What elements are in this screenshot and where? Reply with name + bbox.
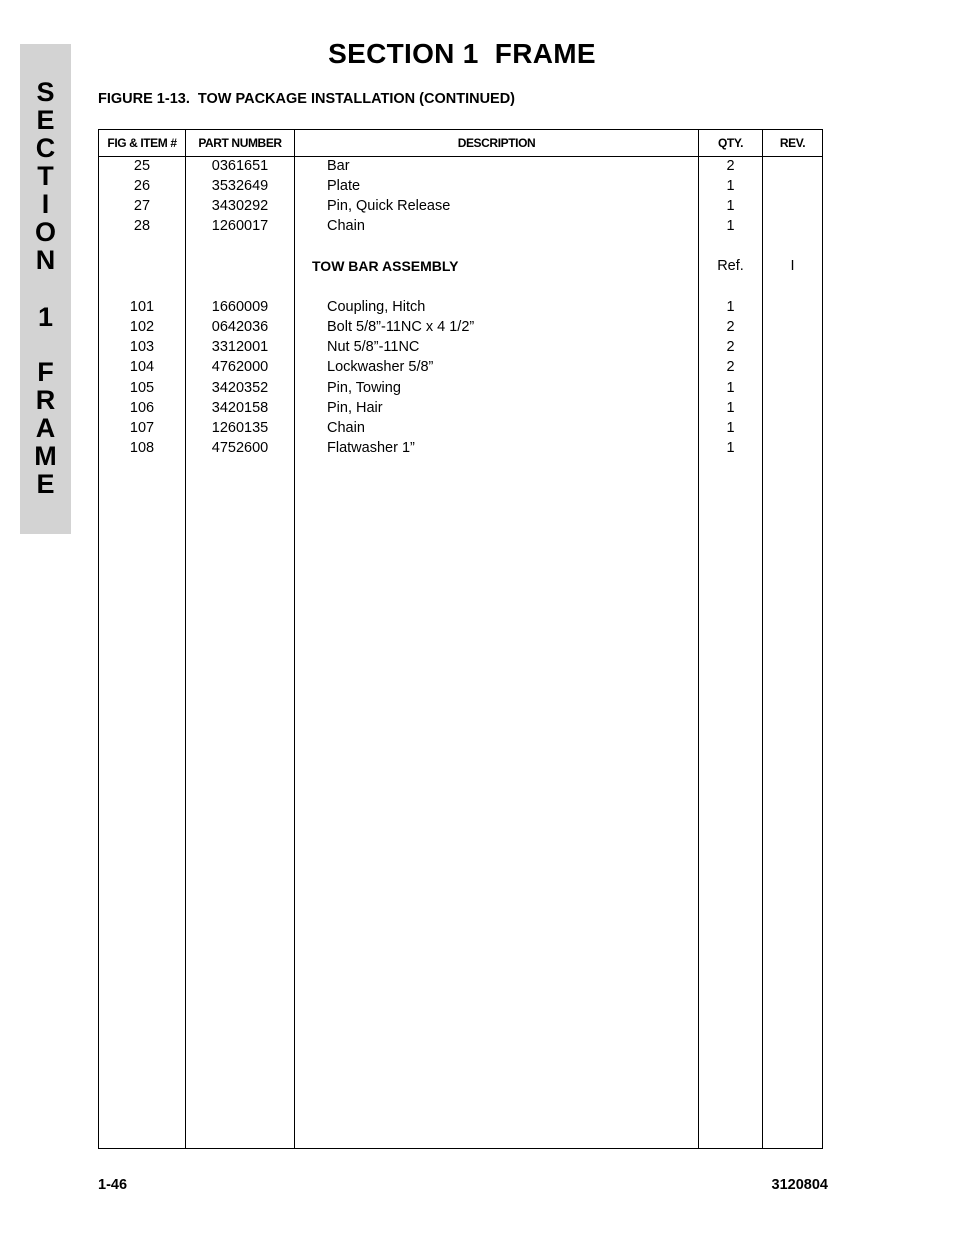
cell-part-number: 1260135 <box>211 420 269 436</box>
table-row <box>99 216 822 236</box>
cell-description: Plate <box>327 178 361 194</box>
cell-description: Pin, Quick Release <box>327 198 451 214</box>
side-tab-letter: E <box>36 469 55 499</box>
cell-quantity: 2 <box>726 158 735 174</box>
cell-part-number: 1660009 <box>211 299 269 315</box>
cell-quantity: 2 <box>726 359 735 375</box>
side-tab-letter: M <box>34 441 57 471</box>
table-row <box>99 337 822 357</box>
table-row <box>99 297 822 317</box>
page-title: SECTION 1 FRAME <box>328 38 596 69</box>
cell-part-number: 4752600 <box>211 440 269 456</box>
header-part-number: PART NUMBER <box>198 136 282 150</box>
table-row <box>99 317 822 337</box>
cell-quantity: 2 <box>726 339 735 355</box>
cell-item: 27 <box>133 198 151 214</box>
table-row <box>99 156 822 176</box>
header-quantity: QTY. <box>717 136 744 150</box>
column-divider <box>294 130 295 1148</box>
cell-quantity: Ref. <box>717 258 744 274</box>
side-tab-letter: C <box>35 133 56 163</box>
cell-quantity: 1 <box>726 420 735 436</box>
cell-description: Nut 5/8”-11NC <box>327 339 420 355</box>
cell-revision: I <box>790 258 795 274</box>
cell-item: 106 <box>129 400 155 416</box>
side-tab-letter: I <box>41 189 50 219</box>
cell-item: 103 <box>129 339 155 355</box>
cell-description: Lockwasher 5/8” <box>327 359 434 375</box>
cell-part-number: 3430292 <box>211 198 269 214</box>
cell-part-number: 3532649 <box>211 178 269 194</box>
cell-item: 104 <box>129 359 155 375</box>
table-row <box>99 176 822 196</box>
cell-quantity: 1 <box>726 400 735 416</box>
cell-part-number: 3420158 <box>211 400 269 416</box>
cell-item: 107 <box>129 420 155 436</box>
cell-quantity: 1 <box>726 178 735 194</box>
side-tab-letter: A <box>35 413 56 443</box>
cell-quantity: 2 <box>726 319 735 335</box>
figure-title: FIGURE 1-13. TOW PACKAGE INSTALLATION (CONTINUED) <box>98 91 516 107</box>
cell-part-number: 1260017 <box>211 218 269 234</box>
side-tab-letter: N <box>35 245 56 275</box>
column-divider <box>762 130 763 1148</box>
cell-description: Chain <box>327 420 365 436</box>
table-row <box>99 438 822 458</box>
table-row <box>99 418 822 438</box>
column-divider <box>185 130 186 1148</box>
document-number: 3120804 <box>771 1177 828 1193</box>
cell-quantity: 1 <box>726 198 735 214</box>
header-revision: REV. <box>779 136 806 150</box>
cell-quantity: 1 <box>726 440 735 456</box>
cell-part-number: 3312001 <box>211 339 269 355</box>
header-description: DESCRIPTION <box>457 136 536 150</box>
cell-description: Pin, Hair <box>327 400 383 416</box>
column-divider <box>698 130 699 1148</box>
cell-quantity: 1 <box>726 380 735 396</box>
cell-description: Bar <box>327 158 350 174</box>
cell-description: TOW BAR ASSEMBLY <box>312 258 459 274</box>
cell-part-number: 0361651 <box>211 158 269 174</box>
cell-description: Bolt 5/8”-11NC x 4 1/2” <box>327 319 475 335</box>
cell-part-number: 0642036 <box>211 319 269 335</box>
section-side-tab <box>20 44 71 534</box>
cell-description: Flatwasher 1” <box>327 440 415 456</box>
side-tab-letter: R <box>35 385 56 415</box>
cell-item: 108 <box>129 440 155 456</box>
cell-part-number: 3420352 <box>211 380 269 396</box>
cell-part-number: 4762000 <box>211 359 269 375</box>
cell-item: 105 <box>129 380 155 396</box>
side-tab-letter: 1 <box>37 302 54 332</box>
header-item: FIG & ITEM # <box>107 136 177 150</box>
cell-item: 28 <box>133 218 151 234</box>
cell-description: Chain <box>327 218 365 234</box>
cell-item: 102 <box>129 319 155 335</box>
cell-description: Pin, Towing <box>327 380 401 396</box>
side-tab-letter: O <box>34 217 56 247</box>
cell-quantity: 1 <box>726 299 735 315</box>
table-row <box>99 398 822 418</box>
table-row <box>99 378 822 398</box>
parts-table <box>98 129 823 1149</box>
side-tab-letter: F <box>37 357 54 387</box>
cell-item: 101 <box>129 299 155 315</box>
side-tab-letter: T <box>37 161 54 191</box>
table-row <box>99 357 822 377</box>
table-subheading-row <box>99 256 822 276</box>
side-tab-letter: S <box>36 77 55 107</box>
cell-item: 26 <box>133 178 151 194</box>
cell-item: 25 <box>133 158 151 174</box>
table-row <box>99 196 822 216</box>
cell-quantity: 1 <box>726 218 735 234</box>
cell-description: Coupling, Hitch <box>327 299 426 315</box>
page-number: 1-46 <box>98 1177 128 1193</box>
side-tab-letter: E <box>36 105 55 135</box>
